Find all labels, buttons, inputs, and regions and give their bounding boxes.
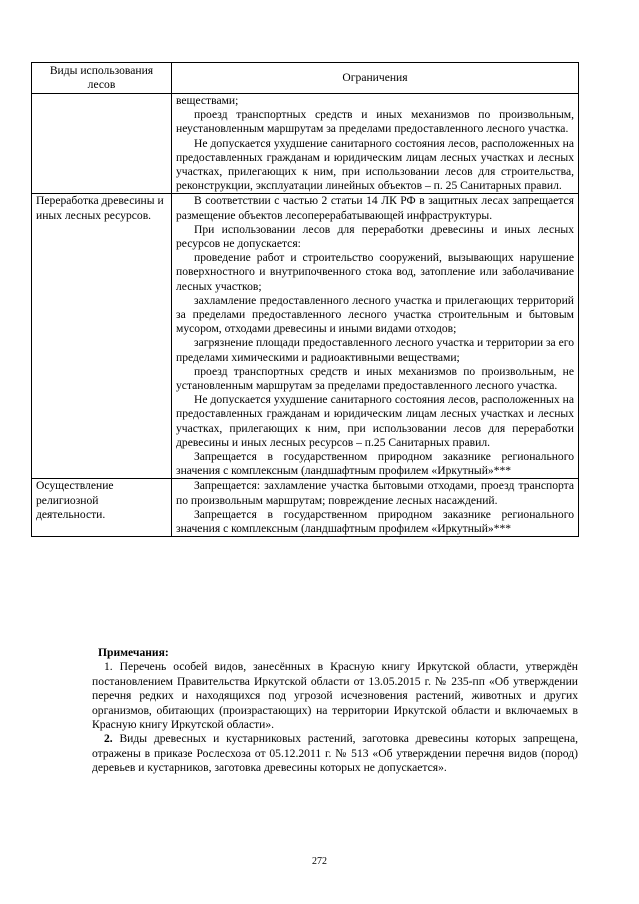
- restrictions-cell: [172, 479, 579, 537]
- use-type-cell: Переработка древесины и иных лесных ресурсов.: [32, 194, 172, 479]
- use-type-cell: [32, 94, 172, 194]
- table-row: [32, 479, 579, 537]
- restriction-paragraph: веществами;: [176, 94, 239, 107]
- restriction-paragraph: загрязнение площади предоставленного лесного участка и территории за его пределами химическими и радиоактивными веществами;: [176, 336, 574, 364]
- restriction-paragraph: проезд транспортных средств и иных механизмов по произвольным, не установленным маршрутам за пределами предоставленного лесного участка.: [176, 364, 574, 393]
- restriction-paragraph: Запрещается в государственном природном заказнике регионального значения с комплексным (ландшафтным профилем «Иркутный»***: [176, 450, 574, 478]
- use-type-cell: Осуществление религиозной деятельности.: [32, 479, 172, 537]
- note-text: Виды древесных и кустарниковых растений, заготовка древесины которых запрещена, отражены в приказе Рослесхоза от 05.12.2011 г. № 513 «Об утверждении перечня видов (пород) деревьев и кустарников, заготовка древесины которых не допускается».: [92, 732, 578, 775]
- header-restrictions: Ограничения: [172, 63, 579, 94]
- restriction-paragraph: Не допускается ухудшение санитарного состояния лесов, расположенных на предоставленных гражданам и юридическим лицам лесных участках и лесных участках, прилегающих к ним, при использовании лесов для переработки древесины и иных лесных ресурсов – п.25 Санитарных правил.: [176, 393, 574, 449]
- note-number: 2.: [104, 732, 113, 746]
- note-number: 1.: [104, 660, 113, 674]
- restrictions-table: [31, 62, 579, 537]
- notes-section: [92, 646, 578, 776]
- header-use-types: Виды использования лесов: [32, 63, 172, 94]
- note-text: Перечень особей видов, занесённых в Красную книгу Иркутской области, утверждён постановлением Правительства Иркутской области от 13.05.2015 г. № 235-пп «Об утверждении перечня редких и находящихся под угрозой исчезновения растений, животных и других организмов, обитающих (произрастающих) на территории Иркутской области и включаемых в Красную книгу Иркутской области».: [92, 660, 578, 732]
- note-item: [92, 732, 578, 775]
- restriction-paragraph: Запрещается: захламление участка бытовыми отходами, проезд транспорта по произвольным маршрутам; повреждение лесных насаждений.: [176, 479, 574, 507]
- table-row: [32, 194, 579, 479]
- restriction-paragraph: Запрещается в государственном природном заказнике регионального значения с комплексным (ландшафтным профилем «Иркутный»***: [176, 507, 574, 536]
- restriction-paragraph: При использовании лесов для переработки древесины и иных лесных ресурсов не допускается:: [176, 222, 574, 251]
- notes-heading: Примечания:: [98, 646, 169, 659]
- restriction-paragraph: Не допускается ухудшение санитарного состояния лесов, расположенных на предоставленных гражданам и юридическим лицам лесных участках и лесных участках, прилегающих к ним, при использовании лесов для строительства, реконструкции, эксплуатации линейных объектов – п. 25 Санитарных правил.: [176, 136, 574, 193]
- table-header-row: [32, 63, 579, 94]
- note-item: [92, 660, 578, 732]
- table-row: [32, 94, 579, 194]
- restriction-paragraph: захламление предоставленного лесного участка и прилегающих территорий за пределами предоставленного лесного участка строительным и бытовым мусором, отходами древесины и иными видами отходов;: [176, 293, 574, 336]
- restriction-paragraph: проезд транспортных средств и иных механизмов по произвольным, неустановленным маршрутам за пределами предоставленного лесного участка.: [176, 108, 574, 136]
- restrictions-cell: [172, 94, 579, 194]
- page-number: 272: [312, 856, 327, 867]
- restrictions-cell: [172, 194, 579, 479]
- restriction-paragraph: проведение работ и строительство сооружений, вызывающих нарушение поверхностного и внутрипочвенного стока вод, затопление или заболачивание лесных участков;: [176, 251, 574, 293]
- restriction-paragraph: В соответствии с частью 2 статьи 14 ЛК РФ в защитных лесах запрещается размещение объектов лесоперерабатывающей инфраструктуры.: [176, 194, 574, 222]
